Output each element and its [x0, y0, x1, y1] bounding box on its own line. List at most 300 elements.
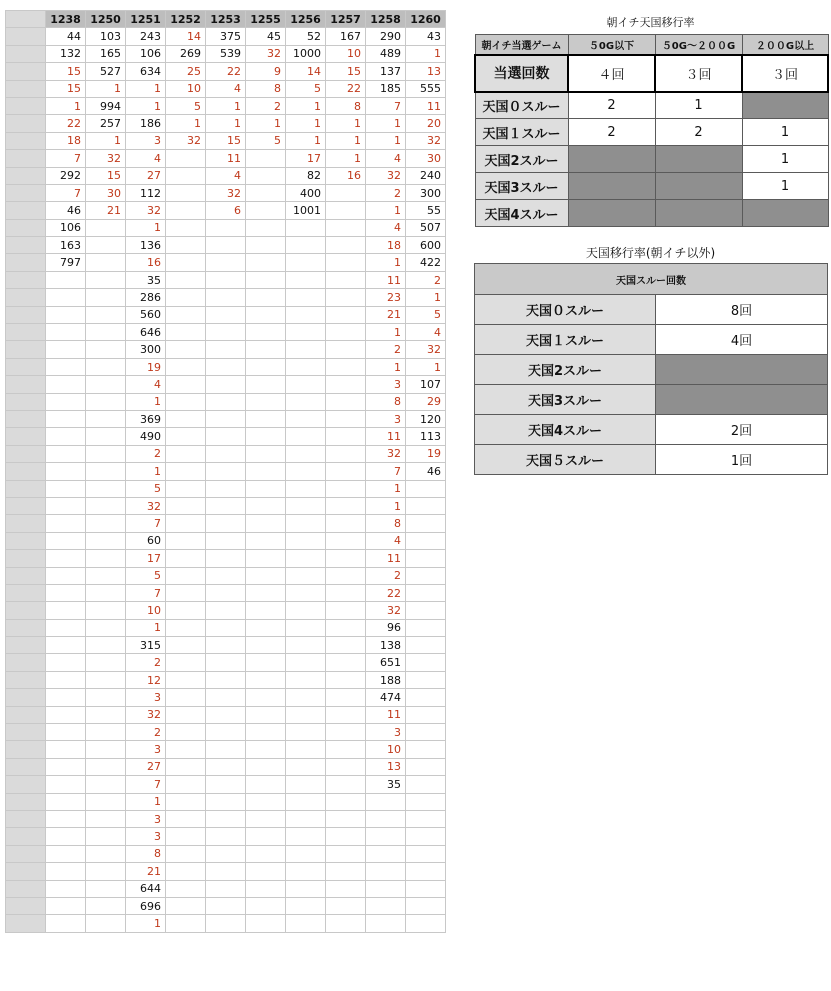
- data-cell: 106: [46, 219, 86, 236]
- data-cell: [86, 237, 126, 254]
- data-cell: 27: [126, 758, 166, 775]
- table-row: [6, 654, 446, 671]
- data-cell: [166, 863, 206, 880]
- table-row: [6, 358, 446, 375]
- data-cell: 19: [406, 445, 446, 462]
- table-row: [6, 550, 446, 567]
- data-cell: [166, 915, 206, 932]
- data-cell: [246, 150, 286, 167]
- data-cell: [286, 376, 326, 393]
- data-cell: [326, 706, 366, 723]
- data-cell: 1: [366, 480, 406, 497]
- data-cell: 7: [46, 150, 86, 167]
- data-cell: 30: [406, 150, 446, 167]
- data-cell: 113: [406, 428, 446, 445]
- table-row: [6, 706, 446, 723]
- game-range-header: ５0G〜２００G: [655, 35, 742, 55]
- table-row: [6, 758, 446, 775]
- data-cell: [406, 602, 446, 619]
- shaded-cell: [742, 92, 828, 119]
- data-cell: [86, 480, 126, 497]
- row-gutter-cell: [6, 550, 46, 567]
- data-cell: 1: [126, 97, 166, 114]
- column-header: 1253: [206, 11, 246, 28]
- data-cell: [46, 637, 86, 654]
- data-cell: 1: [366, 202, 406, 219]
- table-row: [6, 237, 446, 254]
- data-cell: [406, 810, 446, 827]
- data-cell: 1: [286, 132, 326, 149]
- data-cell: [46, 689, 86, 706]
- count-cell: 1: [742, 173, 828, 200]
- data-cell: [286, 341, 326, 358]
- table-row: [6, 776, 446, 793]
- data-cell: [206, 550, 246, 567]
- count-cell: 1: [742, 119, 828, 146]
- data-cell: [326, 828, 366, 845]
- data-cell: [86, 828, 126, 845]
- data-cell: 1: [406, 45, 446, 62]
- column-header: 1257: [326, 11, 366, 28]
- data-cell: 22: [366, 584, 406, 601]
- data-cell: [286, 584, 326, 601]
- row-gutter-cell: [6, 689, 46, 706]
- data-cell: [286, 271, 326, 288]
- data-cell: 1001: [286, 202, 326, 219]
- data-cell: 1: [126, 915, 166, 932]
- data-cell: 21: [366, 306, 406, 323]
- data-cell: [326, 689, 366, 706]
- row-gutter-cell: [6, 497, 46, 514]
- data-cell: 8: [326, 97, 366, 114]
- data-cell: [46, 793, 86, 810]
- data-cell: 27: [126, 167, 166, 184]
- row-label: 天国０スルー: [475, 295, 656, 325]
- data-cell: [206, 306, 246, 323]
- data-cell: [86, 810, 126, 827]
- data-cell: [166, 184, 206, 201]
- count-cell: 4回: [656, 325, 828, 355]
- table-row: [6, 28, 446, 45]
- data-cell: 14: [166, 28, 206, 45]
- data-cell: [406, 654, 446, 671]
- data-cell: [286, 324, 326, 341]
- data-cell: 32: [406, 341, 446, 358]
- data-cell: 489: [366, 45, 406, 62]
- data-cell: [246, 515, 286, 532]
- table-row: [6, 341, 446, 358]
- row-label: 当選回数: [475, 55, 568, 92]
- data-cell: [286, 289, 326, 306]
- data-cell: 7: [126, 515, 166, 532]
- data-cell: 13: [406, 63, 446, 80]
- data-cell: 20: [406, 115, 446, 132]
- data-cell: [406, 637, 446, 654]
- data-cell: 22: [206, 63, 246, 80]
- data-cell: [406, 724, 446, 741]
- row-gutter-cell: [6, 480, 46, 497]
- data-cell: 43: [406, 28, 446, 45]
- morning-heaven-rate-table: [474, 34, 829, 227]
- row-gutter-cell: [6, 619, 46, 636]
- table-row: [6, 376, 446, 393]
- data-cell: 136: [126, 237, 166, 254]
- data-cell: [246, 184, 286, 201]
- data-cell: [246, 237, 286, 254]
- data-cell: [326, 758, 366, 775]
- row-gutter-cell: [6, 358, 46, 375]
- data-cell: [206, 567, 246, 584]
- data-cell: [326, 237, 366, 254]
- data-cell: [166, 758, 206, 775]
- data-cell: [206, 897, 246, 914]
- data-cell: [246, 845, 286, 862]
- shaded-cell: [656, 355, 828, 385]
- data-cell: [166, 497, 206, 514]
- data-cell: 32: [366, 167, 406, 184]
- data-cell: [246, 793, 286, 810]
- data-cell: 1: [366, 254, 406, 271]
- through-row: [475, 92, 828, 119]
- data-cell: [86, 741, 126, 758]
- data-cell: [286, 637, 326, 654]
- data-cell: 292: [46, 167, 86, 184]
- data-cell: [246, 654, 286, 671]
- data-cell: [286, 724, 326, 741]
- data-cell: [46, 393, 86, 410]
- table-row: [6, 567, 446, 584]
- data-cell: 5: [126, 567, 166, 584]
- data-cell: 2: [126, 724, 166, 741]
- data-cell: [206, 863, 246, 880]
- data-cell: 1: [326, 132, 366, 149]
- data-cell: [206, 880, 246, 897]
- table-row: [6, 463, 446, 480]
- data-cell: [86, 532, 126, 549]
- data-cell: 32: [406, 132, 446, 149]
- data-cell: [286, 706, 326, 723]
- data-cell: [166, 515, 206, 532]
- table-row: [6, 184, 446, 201]
- data-cell: [406, 880, 446, 897]
- data-cell: 555: [406, 80, 446, 97]
- data-cell: [326, 880, 366, 897]
- data-cell: [46, 724, 86, 741]
- shaded-cell: [742, 200, 828, 227]
- data-cell: 2: [126, 445, 166, 462]
- data-cell: [206, 428, 246, 445]
- data-cell: 3: [126, 689, 166, 706]
- data-cell: [246, 637, 286, 654]
- data-cell: [166, 724, 206, 741]
- data-cell: [406, 584, 446, 601]
- data-cell: [246, 376, 286, 393]
- data-cell: [286, 497, 326, 514]
- column-header-row: [6, 11, 446, 28]
- data-cell: 315: [126, 637, 166, 654]
- column-header: 1258: [366, 11, 406, 28]
- row-gutter-cell: [6, 915, 46, 932]
- data-cell: [366, 810, 406, 827]
- data-cell: [406, 897, 446, 914]
- row-gutter-cell: [6, 741, 46, 758]
- win-game-header: 朝イチ当選ゲーム: [475, 35, 568, 55]
- table-row: [6, 445, 446, 462]
- data-cell: [326, 637, 366, 654]
- data-cell: [246, 463, 286, 480]
- data-cell: [326, 306, 366, 323]
- data-cell: [326, 184, 366, 201]
- data-cell: [166, 567, 206, 584]
- data-cell: 22: [326, 80, 366, 97]
- table-row: [6, 741, 446, 758]
- table-row: [6, 497, 446, 514]
- row-gutter-cell: [6, 184, 46, 201]
- row-gutter-cell: [6, 306, 46, 323]
- data-cell: [86, 515, 126, 532]
- data-cell: 4: [366, 219, 406, 236]
- table-row: [6, 150, 446, 167]
- data-cell: [86, 550, 126, 567]
- data-cell: [166, 706, 206, 723]
- row-gutter-cell: [6, 324, 46, 341]
- table-row: [6, 602, 446, 619]
- data-cell: [86, 358, 126, 375]
- row-gutter-cell: [6, 237, 46, 254]
- data-cell: [86, 654, 126, 671]
- data-cell: 32: [126, 202, 166, 219]
- data-cell: [326, 532, 366, 549]
- row-gutter-cell: [6, 341, 46, 358]
- data-cell: [406, 550, 446, 567]
- data-cell: [206, 741, 246, 758]
- data-cell: [246, 810, 286, 827]
- data-cell: 18: [46, 132, 86, 149]
- column-header: 1252: [166, 11, 206, 28]
- data-cell: 45: [246, 28, 286, 45]
- morning-table-title: 朝イチ天国移行率: [606, 16, 695, 29]
- data-cell: 107: [406, 376, 446, 393]
- row-gutter-cell: [6, 463, 46, 480]
- data-cell: 2: [126, 654, 166, 671]
- data-cell: 9: [246, 63, 286, 80]
- data-cell: [166, 689, 206, 706]
- through-row: [475, 295, 828, 325]
- data-cell: 17: [126, 550, 166, 567]
- data-cell: 5: [286, 80, 326, 97]
- data-cell: [246, 567, 286, 584]
- data-cell: [166, 637, 206, 654]
- data-cell: [46, 671, 86, 688]
- row-gutter-cell: [6, 150, 46, 167]
- data-cell: 22: [46, 115, 86, 132]
- data-cell: [86, 219, 126, 236]
- data-cell: [206, 271, 246, 288]
- data-cell: 1: [246, 115, 286, 132]
- data-cell: 137: [366, 63, 406, 80]
- data-cell: 120: [406, 410, 446, 427]
- table-row: [6, 724, 446, 741]
- data-cell: 14: [286, 63, 326, 80]
- data-cell: [326, 445, 366, 462]
- data-cell: 4: [366, 150, 406, 167]
- data-cell: 400: [286, 184, 326, 201]
- data-cell: [206, 706, 246, 723]
- data-cell: 243: [126, 28, 166, 45]
- data-cell: [246, 915, 286, 932]
- data-cell: 257: [86, 115, 126, 132]
- data-cell: 490: [126, 428, 166, 445]
- shaded-cell: [655, 146, 742, 173]
- table-row: [6, 115, 446, 132]
- data-cell: [46, 741, 86, 758]
- data-cell: [366, 793, 406, 810]
- row-gutter-cell: [6, 428, 46, 445]
- table-row: [6, 671, 446, 688]
- data-cell: 3: [366, 410, 406, 427]
- data-cell: 17: [286, 150, 326, 167]
- data-cell: [206, 219, 246, 236]
- data-cell: [46, 306, 86, 323]
- data-cell: 11: [206, 150, 246, 167]
- data-cell: [406, 706, 446, 723]
- through-row: [475, 445, 828, 475]
- data-cell: 269: [166, 45, 206, 62]
- data-cell: [166, 776, 206, 793]
- table-row: [6, 393, 446, 410]
- data-cell: [206, 497, 246, 514]
- data-cell: [46, 550, 86, 567]
- data-cell: [46, 515, 86, 532]
- row-gutter-cell: [6, 758, 46, 775]
- data-cell: 11: [366, 428, 406, 445]
- data-cell: [166, 793, 206, 810]
- data-cell: 1: [126, 463, 166, 480]
- data-cell: [46, 271, 86, 288]
- table-row: [6, 97, 446, 114]
- count-cell: 2: [655, 119, 742, 146]
- data-cell: [246, 706, 286, 723]
- data-cell: 15: [46, 80, 86, 97]
- data-cell: 1: [366, 324, 406, 341]
- data-cell: 1: [46, 97, 86, 114]
- data-cell: [406, 515, 446, 532]
- data-cell: 1: [206, 115, 246, 132]
- data-cell: [326, 724, 366, 741]
- morning-header-row: [475, 35, 828, 55]
- data-cell: [206, 237, 246, 254]
- data-cell: 165: [86, 45, 126, 62]
- row-gutter-cell: [6, 828, 46, 845]
- data-cell: 1: [206, 97, 246, 114]
- row-gutter-cell: [6, 567, 46, 584]
- data-cell: [166, 828, 206, 845]
- data-cell: [86, 637, 126, 654]
- data-cell: 23: [366, 289, 406, 306]
- data-cell: [326, 497, 366, 514]
- data-cell: 240: [406, 167, 446, 184]
- data-cell: [166, 341, 206, 358]
- data-cell: [86, 619, 126, 636]
- data-cell: 132: [46, 45, 86, 62]
- row-gutter-cell: [6, 602, 46, 619]
- data-cell: [326, 376, 366, 393]
- shaded-cell: [568, 173, 655, 200]
- data-cell: [246, 341, 286, 358]
- data-cell: [286, 810, 326, 827]
- row-label: 天国2スルー: [475, 146, 568, 173]
- data-cell: [246, 445, 286, 462]
- data-cell: [326, 793, 366, 810]
- data-cell: [166, 602, 206, 619]
- row-gutter-cell: [6, 254, 46, 271]
- data-cell: [86, 289, 126, 306]
- data-cell: [326, 671, 366, 688]
- data-cell: [326, 463, 366, 480]
- data-cell: [246, 724, 286, 741]
- data-cell: 29: [406, 393, 446, 410]
- data-cell: [286, 219, 326, 236]
- row-label: 天国０スルー: [475, 92, 568, 119]
- data-cell: 163: [46, 237, 86, 254]
- data-cell: [166, 410, 206, 427]
- data-cell: 13: [366, 758, 406, 775]
- data-cell: [246, 897, 286, 914]
- data-cell: 1: [286, 115, 326, 132]
- shaded-cell: [568, 200, 655, 227]
- data-cell: 46: [406, 463, 446, 480]
- data-cell: 10: [366, 741, 406, 758]
- data-cell: [86, 689, 126, 706]
- data-cell: [326, 741, 366, 758]
- data-cell: [166, 150, 206, 167]
- data-cell: 1000: [286, 45, 326, 62]
- data-cell: [86, 271, 126, 288]
- data-cell: [46, 619, 86, 636]
- data-cell: 1: [126, 619, 166, 636]
- data-cell: 1: [86, 80, 126, 97]
- data-cell: [166, 654, 206, 671]
- data-cell: 11: [366, 271, 406, 288]
- data-cell: [206, 410, 246, 427]
- count-cell: 2: [568, 119, 655, 146]
- data-cell: [406, 741, 446, 758]
- data-cell: [166, 167, 206, 184]
- data-cell: [246, 393, 286, 410]
- table-row: [6, 132, 446, 149]
- data-cell: 5: [126, 480, 166, 497]
- data-cell: 32: [126, 497, 166, 514]
- row-gutter-cell: [6, 532, 46, 549]
- row-gutter-cell: [6, 63, 46, 80]
- table-row: [6, 324, 446, 341]
- data-cell: [286, 445, 326, 462]
- data-cell: [86, 776, 126, 793]
- data-cell: 112: [126, 184, 166, 201]
- data-cell: [286, 358, 326, 375]
- through-row: [475, 119, 828, 146]
- data-cell: 474: [366, 689, 406, 706]
- data-cell: 106: [126, 45, 166, 62]
- table-row: [6, 219, 446, 236]
- data-cell: [246, 550, 286, 567]
- data-cell: 1: [366, 358, 406, 375]
- data-cell: [326, 845, 366, 862]
- data-cell: [246, 480, 286, 497]
- data-cell: [286, 671, 326, 688]
- data-cell: [166, 289, 206, 306]
- data-cell: 1: [86, 132, 126, 149]
